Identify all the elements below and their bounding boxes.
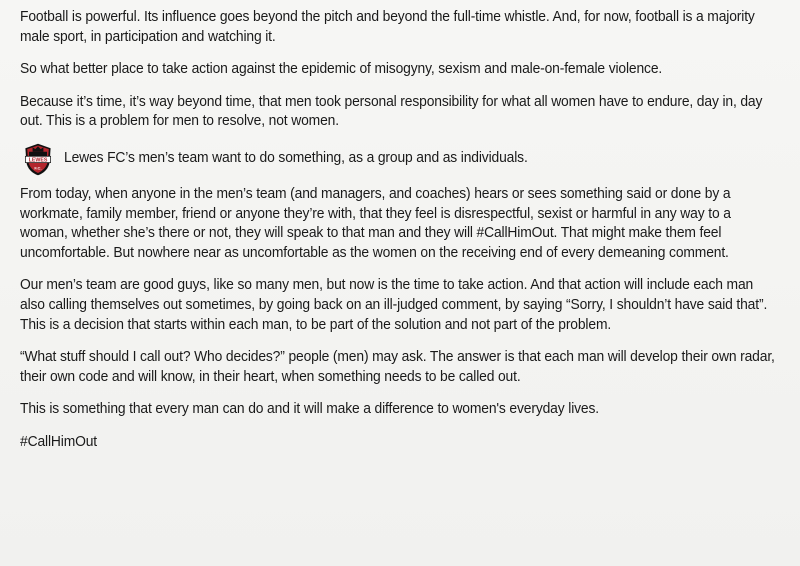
paragraph-responsibility: Because it’s time, it’s way beyond time, that men took personal responsibility for what all women have to endure, day in, day out. This is a problem for men to resolve, not women. — [20, 93, 763, 130]
hashtag: #CallHimOut — [20, 433, 98, 450]
paragraph-football-powerful: Football is powerful. Its influence goes beyond the pitch and beyond the full-time whistle. And, for now, football is a majority male sport, in participation and watching it. — [20, 9, 755, 45]
lewes-fc-crest-icon — [20, 141, 56, 177]
paragraph-good-guys: Our men’s team are good guys, like so many men, but now is the time to take action. And that action will include each man also calling themselves out sometimes, by going back on an ill-judged comment, by saying “Sorry, I shouldn’t have said that”. This is a decision that starts within each man, to be part of the solution and not part of the problem. — [20, 277, 768, 333]
paragraph-take-action: So what better place to take action against the epidemic of misogyny, sexism and male-on-female violence. — [20, 61, 663, 78]
logo-text: LEWES — [28, 157, 48, 164]
paragraph-every-man: This is something that every man can do and it will make a difference to women's everyday lives. — [20, 401, 599, 418]
logo-subtext: F.C. — [34, 165, 42, 171]
club-statement-line — [20, 141, 778, 177]
paragraph-what-stuff: “What stuff should I call out? Who decides?” people (men) may ask. The answer is that each man will develop their own radar, their own code and will know, in their heart, when something needs to be called out. — [20, 349, 775, 385]
paragraph-lewes-fc: Lewes FC’s men’s team want to do something, as a group and as individuals. — [64, 150, 528, 167]
paragraph-from-today: From today, when anyone in the men’s team (and managers, and coaches) hears or sees something said or done by a workmate, family member, friend or anyone they’re with, that they feel is disrespectful, sexist or harmful in any way to a woman, whether she’s there or not, they will speak to that man and they will #CallHimOut. That might make them feel uncomfortable. But nowhere near as uncomfortable as the women on the receiving end of every demeaning comment. — [20, 185, 731, 261]
